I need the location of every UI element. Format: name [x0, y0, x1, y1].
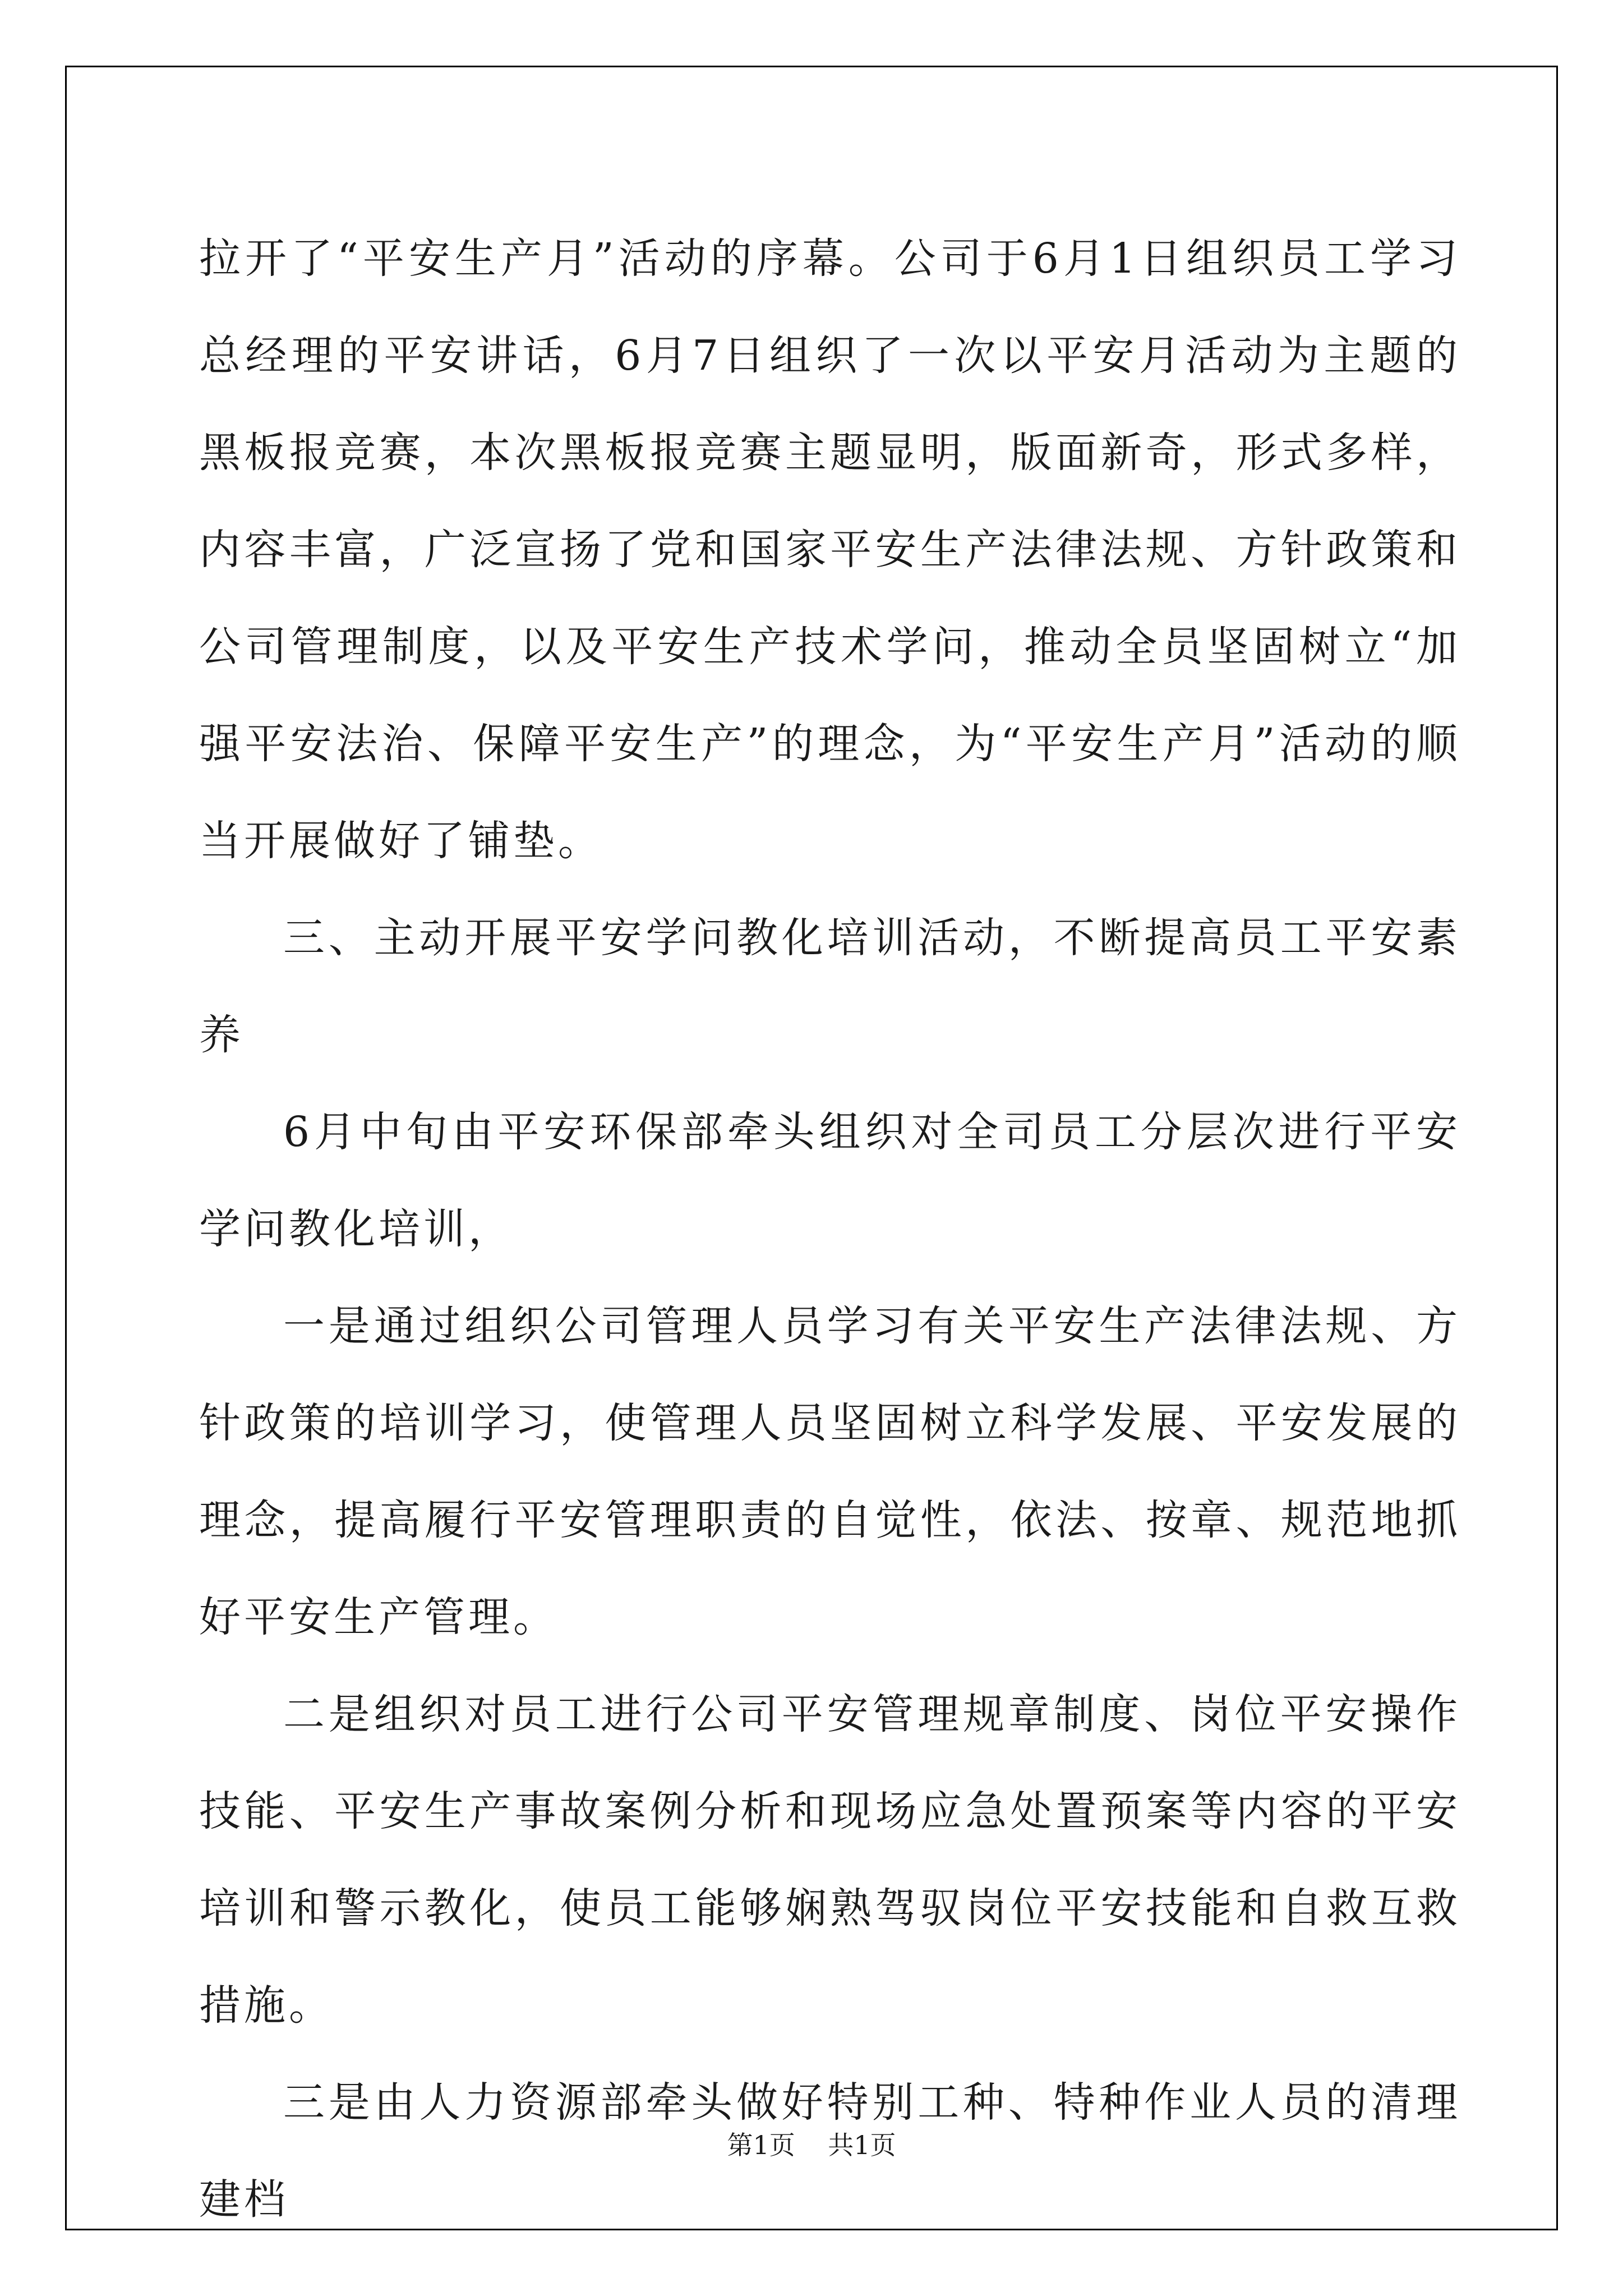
paragraph: 二是组织对员工进行公司平安管理规章制度、岗位平安操作技能、平安生产事故案例分析和现场应急处置预案等内容的平安培训和警示教化，使员工能够娴熟驾驭岗位平安技能和自救互救措施。 [199, 1690, 1461, 2030]
page-footer [0, 2125, 1623, 2162]
paragraph: 一是通过组织公司管理人员学习有关平安生产法律法规、方针政策的培训学习，使管理人员坚固树立科学发展、平安发展的理念，提高履行平安管理职责的自觉性，依法、按章、规范地抓好平安生产管理。 [199, 1302, 1461, 1641]
paragraph: 拉开了“平安生产月”活动的序幕。公司于6月1日组织员工学习总经理的平安讲话，6月7日组织了一次以平安月活动为主题的黑板报竞赛，本次黑板报竞赛主题显明，版面新奇，形式多样，内容丰富，广泛宣扬了党和国家平安生产法律法规、方针政策和公司管理制度，以及平安生产技术学问，推动全员坚固树立“加强平安法治、保障平安生产”的理念，为“平安生产月”活动的顺当开展做好了铺垫。 [199, 234, 1461, 865]
page-total: 共1页 [828, 2130, 896, 2160]
paragraph: 6月中旬由平安环保部牵头组织对全司员工分层次进行平安学问教化培训， [199, 1108, 1461, 1253]
paragraph: 三是由人力资源部牵头做好特别工种、特种作业人员的清理建档 [199, 2078, 1461, 2224]
section-heading: 三、主动开展平安学问教化培训活动，不断提高员工平安素养 [199, 914, 1461, 1059]
document-body [199, 210, 1461, 2248]
page-number: 第1页 [727, 2130, 795, 2160]
